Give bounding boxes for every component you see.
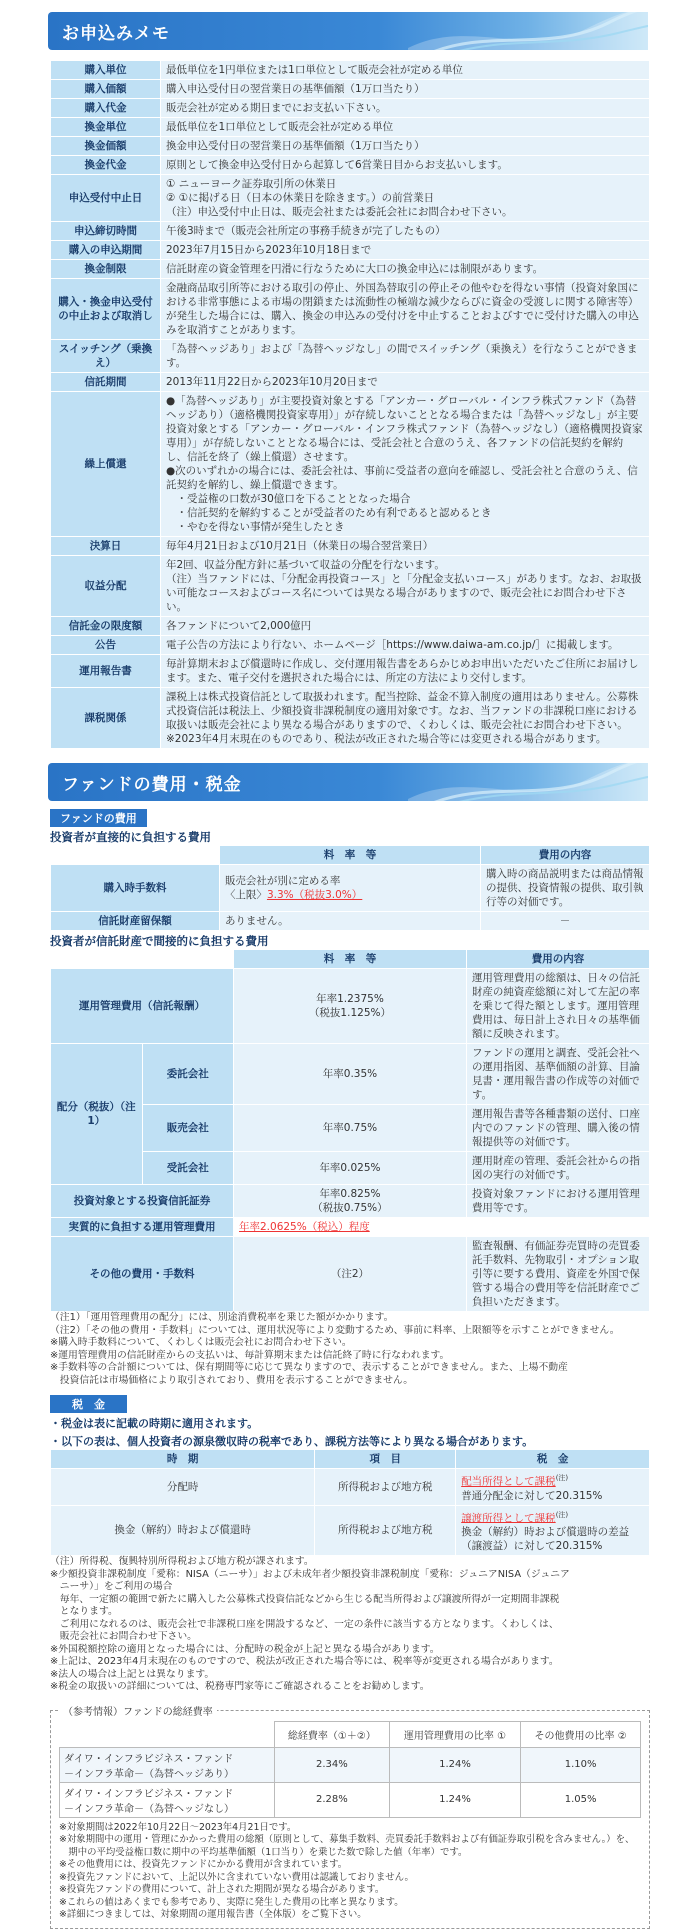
- memo-row-label: 信託金の限度額: [51, 617, 161, 636]
- memo-row-value: 年2回、収益分配方針に基づいて収益の分配を行ないます。 （注）当ファンドには、「分配金再投資コース」と「分配金支払いコース」があります。なお、お取扱い可能なコースおよびコース名については異なる場合がありますので、販売会社にお問合わせ下さい。: [161, 556, 650, 617]
- memo-row: [51, 175, 650, 222]
- memo-row: [51, 241, 650, 260]
- memo-row-label: 換金単位: [51, 118, 161, 137]
- actual-fee-rate: 年率2.0625%（税込）程度: [239, 1221, 370, 1233]
- memo-row-label: 購入の申込期間: [51, 241, 161, 260]
- memo-row-value: 信託財産の資金管理を円滑に行なうために大口の換金申込には制限があります。: [161, 260, 650, 279]
- tax-notes: [50, 1556, 650, 1694]
- tax-row-redeem: 譲渡所得として課税$^{(注)}$ 換金（解約）時および償還時の差益（譲渡益）に対して20.315%: [456, 1505, 650, 1556]
- memo-row-label: 決算日: [51, 537, 161, 556]
- fees-section-header: [48, 763, 648, 801]
- other-fee-label: その他の費用・手数料: [51, 1237, 234, 1312]
- note-line: （注2）「その他の費用・手数料」については、運用状況等により変動するため、事前に料率、上限額等を示すことができません。: [50, 1324, 620, 1336]
- note-line: ※税金の取扱いの詳細については、税務専門家等にご確認されることをお勧めします。: [50, 1681, 430, 1692]
- memo-row: [51, 279, 650, 340]
- target-fund-label: 投資対象とする投資信託証券: [51, 1185, 234, 1218]
- memo-row-label: 換金価額: [51, 137, 161, 156]
- memo-row: [51, 655, 650, 688]
- memo-row-value: ●「為替ヘッジあり」が主要投資対象とする「アンカー・グローバル・インフラ株式ファンド（為替ヘッジあり）（適格機関投資家専用）」が存続しないこととなる場合または「為替ヘッジなし」が主要投資対象とする「アンカー・グローバル・インフラ株式ファンド（為替ヘッジなし）（適格機関投資家専用）」が存続しないこととなる場合には、受託会社と合意のうえ、各ファンドの信託契約を解約し、信託を終了（繰上償還）させます。 ●次のいずれかの場合には、委託会社は、事前に受益者の意向を確認し、受託会社と合意のうえ、信託契約を解約し、繰上償還できます。 ・受益権の口数が30億口を下ることとなった場合 ・信託契約を解約することが受益者のため有利であると認めるとき ・やむを得ない事情が発生したとき: [161, 392, 650, 537]
- note-line: （注1）「運用管理費用の配分」には、別途消費税率を乗じた額がかかります。: [50, 1312, 394, 1323]
- note-line: ※対象期間中の運用・管理にかかった費用の総額（原則として、募集手数料、売買委託手数料および有価証券取引税を含みません。）を、 期中の平均受益権口数に期中の平均基準価額（1口当り）を乗じた数で除した値（年率）です。: [59, 1834, 635, 1858]
- tax-row-dist: 配当所得として課税$^{(注)}$ 普通分配金に対して20.315%: [456, 1469, 650, 1506]
- memo-row-label: 購入・換金申込受付の中止および取消し: [51, 279, 161, 340]
- memo-row: [51, 617, 650, 636]
- memo-row-label: 購入代金: [51, 99, 161, 118]
- decorative-wave-icon: [408, 763, 648, 801]
- purchase-fee-rate: 販売会社が別に定める率 〈上限〉3.3%（税抜3.0%）: [219, 865, 480, 912]
- memo-row-label: 換金代金: [51, 156, 161, 175]
- memo-row-label: 収益分配: [51, 556, 161, 617]
- memo-row-label: 換金制限: [51, 260, 161, 279]
- memo-row-value: 各ファンドについて2,000億円: [161, 617, 650, 636]
- memo-row-value: 最低単位を1円単位または1口単位として販売会社が定める単位: [161, 61, 650, 80]
- memo-row: [51, 80, 650, 99]
- note-line: ※投資先ファンドの費用について、計上された期間が異なる場合があります。: [59, 1884, 385, 1895]
- memo-row-label: 購入価額: [51, 80, 161, 99]
- memo-row-value: 毎計算期末および償還時に作成し、交付運用報告書をあらかじめお申出いただいたご住所にお届けします。また、電子交付を選択された場合には、所定の方法により交付します。: [161, 655, 650, 688]
- col-content: 費用の内容: [481, 846, 650, 865]
- direct-fees-table: [50, 845, 650, 931]
- fees-sub-label: ファンドの費用: [50, 809, 147, 827]
- memo-row-label: 購入単位: [51, 61, 161, 80]
- memo-row: [51, 556, 650, 617]
- memo-row: [51, 222, 650, 241]
- memo-row-value: 金融商品取引所等における取引の停止、外国為替取引の停止その他やむを得ない事情（投資対象国における非常事態による市場の閉鎖または流動性の極端な減少ならびに資金の受渡しに関する障害等）が発生した場合には、購入、換金の申込みの受付けを中止することおよびすでに受付けた購入の申込みを取消すことがあります。: [161, 279, 650, 340]
- memo-row: [51, 340, 650, 373]
- retention-rate: ありません。: [219, 912, 480, 931]
- note-line: ※これらの値はあくまでも参考であり、実際に発生した費用の比率と異なります。: [59, 1896, 404, 1908]
- mgmt-fee-label: 運用管理費用（信託報酬）: [51, 969, 234, 1044]
- memo-section-header: [48, 12, 648, 50]
- note-line: ※少額投資非課税制度「愛称：NISA（ニーサ）」および未成年者少額投資非課税制度「愛称：ジュニアNISA（ジュニア ニーサ）」をご利用の場合 毎年、一定額の範囲で新たに購入した公募株式投資信託などから生じる配当所得および譲渡所得が一定期間非課税 となります。 ご利用になれるのは、販売会社で非課税口座を開設するなど、一定の条件に該当する方となります。くわしくは、 販売会社にお問合わせ下さい。: [50, 1568, 570, 1642]
- memo-row-label: スイッチング（乗換え）: [51, 340, 161, 373]
- memo-row-value: 午後3時まで（販売会社所定の事務手続きが完了したもの）: [161, 222, 650, 241]
- memo-row-value: 購入申込受付日の翌営業日の基準価額（1万口当たり）: [161, 80, 650, 99]
- ref-info-label: （参考情報）ファンドの総経費率: [59, 1703, 217, 1718]
- ref-info-box: [50, 1706, 650, 1929]
- memo-row-value: 2013年11月22日から2023年10月20日まで: [161, 373, 650, 392]
- note-line: ※購入時手数料について、くわしくは販売会社にお問合わせ下さい。: [50, 1337, 352, 1348]
- memo-row-value: 課税上は株式投資信託として取扱われます。配当控除、益金不算入制度の適用はありません。公募株式投資信託は税法上、少額投資非課税制度の適用対象です。なお、当ファンドの非課税口座における取扱いは販売会社により異なる場合がありますので、くわしくは、販売会社にお問合わせ下さい。 ※2023年4月末現在のものであり、税法が改正された場合等には変更される場合があります。: [161, 688, 650, 749]
- memo-row-value: 2023年7月15日から2023年10月18日まで: [161, 241, 650, 260]
- memo-row-value: 「為替ヘッジあり」および「為替ヘッジなし」の間でスイッチング（乗換え）を行なうことができます。: [161, 340, 650, 373]
- memo-row: [51, 537, 650, 556]
- indirect-fees-table: 料 率 等 費用の内容 運用管理費用（信託報酬） 年率1.2375% （税抜1.125%） 運用管理費用の総額は、日々の信託財産の純資産総額に対して左記の率を乗じて得た額とします。運用管理費用は、毎日計上され日々の基準価額に反映されます。 配分（税抜）（注1） 委託会社 年率0.35% ファンドの運用と調査、受託会社への運用指図、基準価額の計算、目論見書・運用報告書の作成等の対価です。 販売会社 年率0.75% 運用報告書等各種書類の送付、口座内でのファンドの管理、購入後の情報提供等の対価です。 受託会社 年率0.025% 運用財産の管理、委託会社からの指図の実行の対価です。 投資対象とする投資信託証券 年率0.825% （税抜0.75%） 投資対象ファンドにおける運用管理費用等です。 実質的に負担する運用管理費用 年率2.0625%（税込）程度 その他の費用・手数料 （注2） 監査報酬、有価証券売買時の売買委託手数料、先物取引・オプション取引等に要する費用、資産を外国で保管する場合の費用等を信託財産でご負担いただきます。: [50, 949, 650, 1312]
- retention-content: －: [481, 912, 650, 931]
- memo-row: [51, 118, 650, 137]
- purchase-fee-content: 購入時の商品説明または商品情報の提供、投資情報の提供、取引執行等の対価です。: [481, 865, 650, 912]
- note-line: （注）所得税、復興特別所得税および地方税が課されます。: [50, 1556, 314, 1567]
- fees-title: ファンドの費用・税金: [62, 775, 242, 795]
- memo-row: [51, 99, 650, 118]
- memo-row: [51, 137, 650, 156]
- tax-table: 時 期 項 目 税 金 分配時 所得税および地方税 配当所得として課税$^{(注)}$ 普通分配金に対して20.315% 換金（解約）時および償還時 所得税および地方税 譲渡所得として課税$^{(注)}$ 換金（解約）時および償還時の差益（譲渡益）に対して20.315%: [50, 1449, 650, 1556]
- memo-row-label: 公告: [51, 636, 161, 655]
- note-line: ※運用管理費用の信託財産からの支払いは、毎計算期末または信託終了時に行なわれます。: [50, 1349, 450, 1361]
- tax-bullet-2: ・以下の表は、個人投資者の源泉徴収時の税率であり、課税方法等により異なる場合があります。: [50, 1435, 534, 1448]
- note-line: ※手数料等の合計額については、保有期間等に応じて異なりますので、表示することができません。また、上場不動産 投資信託は市場価格により取引されており、費用を表示することができません。: [50, 1362, 568, 1386]
- purchase-fee-label: 購入時手数料: [51, 865, 220, 912]
- mgmt-fee-content: 運用管理費用の総額は、日々の信託財産の純資産総額に対して左記の率を乗じて得た額とします。運用管理費用は、毎日計上され日々の基準価額に反映されます。: [466, 969, 649, 1044]
- memo-row-value: 換金申込受付日の翌営業日の基準価額（1万口当たり）: [161, 137, 650, 156]
- memo-row: [51, 373, 650, 392]
- memo-row: [51, 392, 650, 537]
- alloc-label: 配分（税抜）（注1）: [51, 1044, 143, 1185]
- note-line: ※外国税額控除の適用となった場合には、分配時の税金が上記と異なる場合があります。: [50, 1643, 440, 1655]
- memo-row-value: 原則として換金申込受付日から起算して6営業日目からお支払いします。: [161, 156, 650, 175]
- tax-label: 税 金: [50, 1395, 127, 1413]
- indirect-fees-title: 投資者が信託財産で間接的に負担する費用: [50, 934, 269, 948]
- col-rate: 料 率 等: [219, 846, 480, 865]
- memo-table: [50, 60, 650, 749]
- decorative-wave-icon: [408, 12, 648, 50]
- note-line: ※法人の場合は上記とは異なります。: [50, 1668, 215, 1680]
- memo-row-value: 販売会社が定める期日までにお支払い下さい。: [161, 99, 650, 118]
- memo-row-label: 繰上償還: [51, 392, 161, 537]
- tax-bullet-1: ・税金は表に記載の時期に適用されます。: [50, 1417, 259, 1430]
- memo-row-label: 信託期間: [51, 373, 161, 392]
- memo-row-label: 申込受付中止日: [51, 175, 161, 222]
- memo-row: [51, 688, 650, 749]
- ref-notes: [59, 1822, 641, 1922]
- memo-row: [51, 61, 650, 80]
- memo-row-label: 課税関係: [51, 688, 161, 749]
- memo-row: [51, 636, 650, 655]
- mgmt-fee-rate: 年率1.2375% （税抜1.125%）: [234, 969, 467, 1044]
- direct-fees-title: 投資者が直接的に負担する費用: [50, 830, 211, 844]
- memo-row-value: 最低単位を1口単位として販売会社が定める単位: [161, 118, 650, 137]
- memo-row: [51, 156, 650, 175]
- note-line: ※上記は、2023年4月末現在のものですので、税法が改正された場合等には、税率等が変更される場合があります。: [50, 1656, 559, 1667]
- note-line: ※対象期間は2022年10月22日～2023年4月21日です。: [59, 1821, 297, 1833]
- fee-notes: [50, 1312, 650, 1387]
- note-line: ※投資先ファンドにおいて、上記以外に含まれていない費用は認識しておりません。: [59, 1871, 414, 1883]
- note-line: ※詳細につきましては、対象期間の運用報告書（全体版）をご覧下さい。: [59, 1909, 367, 1920]
- retention-label: 信託財産留保額: [51, 912, 220, 931]
- memo-row-label: 申込締切時間: [51, 222, 161, 241]
- memo-row-value: ① ニューヨーク証券取引所の休業日 ② ①に掲げる日（日本の休業日を除きます。）の前営業日 （注）申込受付中止日は、販売会社または委託会社にお問合わせ下さい。: [161, 175, 650, 222]
- memo-title: お申込みメモ: [62, 24, 170, 44]
- memo-row-label: 運用報告書: [51, 655, 161, 688]
- memo-row-value: 電子公告の方法により行ない、ホームページ［https://www.daiwa-am.co.jp/］に掲載します。: [161, 636, 650, 655]
- note-line: ※その他費用には、投資先ファンドにかかる費用が含まれています。: [59, 1859, 348, 1870]
- expense-ratio-table: 総経費率（①＋②） 運用管理費用の比率 ① その他費用の比率 ② ダイワ・インフラビジネス・ファンド －インフラ革命－（為替ヘッジあり） 2.34% 1.24% 1.10% ダイワ・インフラビジネス・ファンド －インフラ革命－（為替ヘッジなし） 2.28% 1.24% 1.05%: [59, 1721, 641, 1818]
- actual-fee-label: 実質的に負担する運用管理費用: [51, 1218, 234, 1237]
- memo-row: [51, 260, 650, 279]
- memo-row-value: 毎年4月21日および10月21日（休業日の場合翌営業日）: [161, 537, 650, 556]
